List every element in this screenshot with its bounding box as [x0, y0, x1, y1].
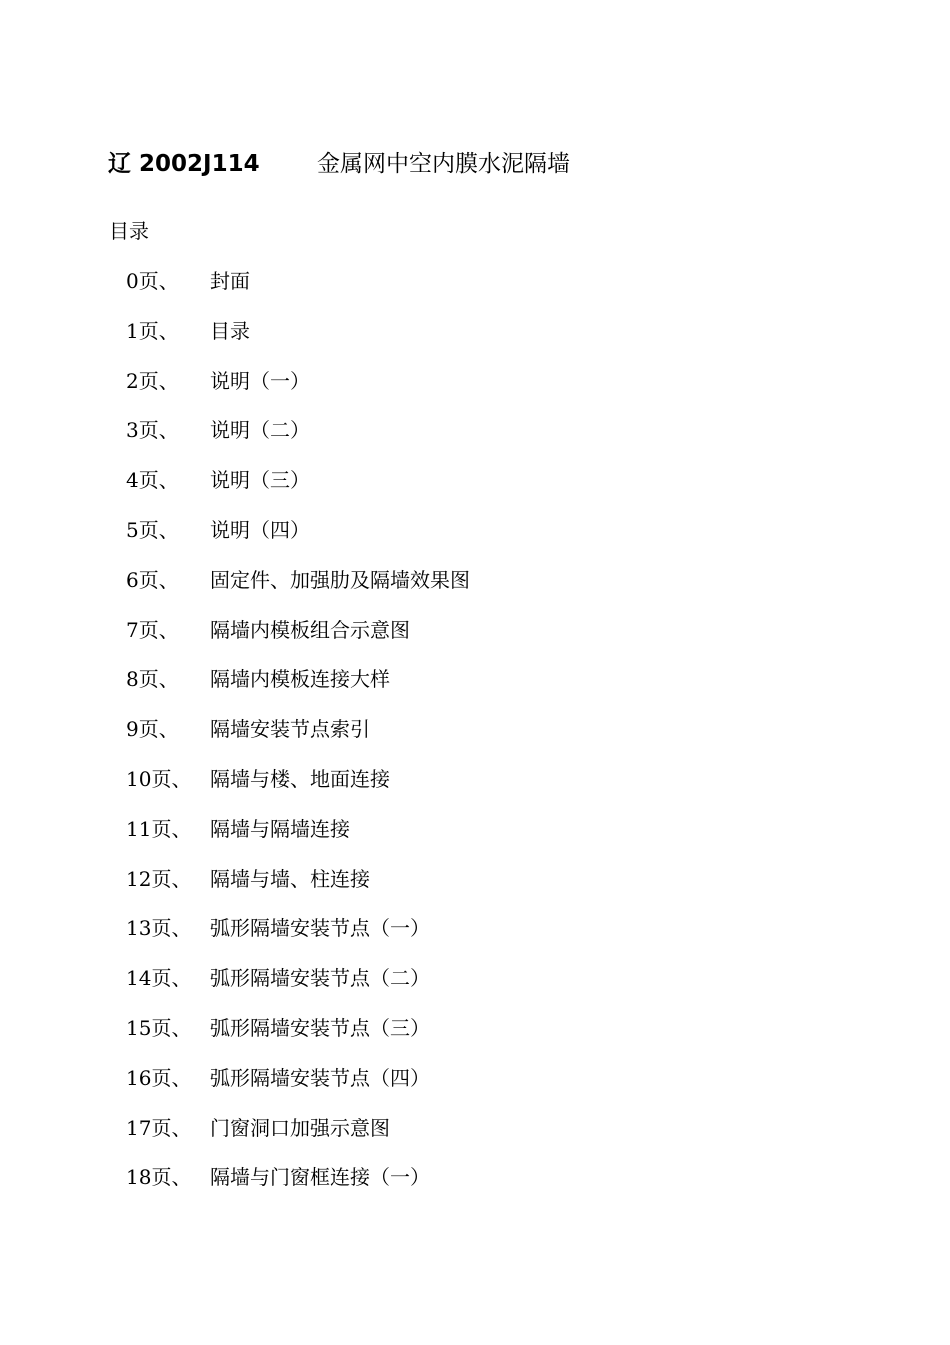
toc-entry-title: 封面	[210, 269, 250, 293]
toc-entry-title: 说明（三）	[210, 468, 310, 493]
document-title: 金属网中空内膜水泥隔墙	[317, 150, 570, 177]
toc-entry-title: 固定件、加强肋及隔墙效果图	[210, 567, 470, 592]
toc-page-number: 12页、	[126, 866, 192, 891]
toc-page-number: 2页、	[126, 368, 179, 393]
toc-page-number: 11页、	[126, 816, 192, 841]
toc-page-number: 6页、	[126, 567, 179, 592]
toc-entry-title: 隔墙内模板连接大样	[210, 667, 390, 692]
toc-entry-title: 说明（一）	[210, 368, 310, 393]
toc-entry-title: 弧形隔墙安装节点（四）	[210, 1065, 430, 1090]
toc-entry-title: 门窗洞口加强示意图	[210, 1115, 390, 1140]
toc-entry-title: 隔墙安装节点索引	[210, 717, 370, 742]
toc-entry-title: 目录	[210, 318, 250, 343]
document-header	[108, 143, 570, 179]
toc-entry-title: 说明（四）	[210, 517, 310, 542]
toc-entry-title: 弧形隔墙安装节点（三）	[210, 1015, 430, 1040]
toc-entry-title: 弧形隔墙安装节点（一）	[210, 916, 430, 941]
toc-entry-title: 隔墙与墙、柱连接	[210, 866, 370, 891]
toc-page-number: 15页、	[126, 1015, 192, 1040]
toc-entry-title: 隔墙与楼、地面连接	[210, 766, 390, 791]
toc-entry-title: 说明（二）	[210, 418, 310, 443]
toc-entry-title: 隔墙与门窗框连接（一）	[210, 1165, 430, 1190]
toc-entry-title: 隔墙内模板组合示意图	[210, 617, 410, 642]
toc-page-number: 3页、	[126, 418, 179, 443]
toc-page-number: 8页、	[126, 667, 179, 692]
toc-entry-title: 隔墙与隔墙连接	[210, 816, 350, 841]
toc-page-number: 0页、	[126, 269, 179, 293]
toc-page-number: 16页、	[126, 1065, 192, 1090]
toc-page-number: 10页、	[126, 766, 192, 791]
toc-page-number: 18页、	[126, 1165, 192, 1190]
toc-page-number: 17页、	[126, 1115, 192, 1140]
toc-heading: 目录	[109, 219, 149, 243]
toc-page-number: 1页、	[126, 318, 179, 343]
toc-page-number: 9页、	[126, 717, 179, 742]
toc-entry-title: 弧形隔墙安装节点（二）	[210, 966, 430, 991]
toc-page-number: 13页、	[126, 916, 192, 941]
toc-page-number: 4页、	[126, 468, 179, 493]
toc-page-number: 14页、	[126, 966, 192, 991]
document-code: 辽 2002J114	[108, 150, 260, 177]
toc-page-number: 7页、	[126, 617, 179, 642]
toc-page-number: 5页、	[126, 517, 179, 542]
